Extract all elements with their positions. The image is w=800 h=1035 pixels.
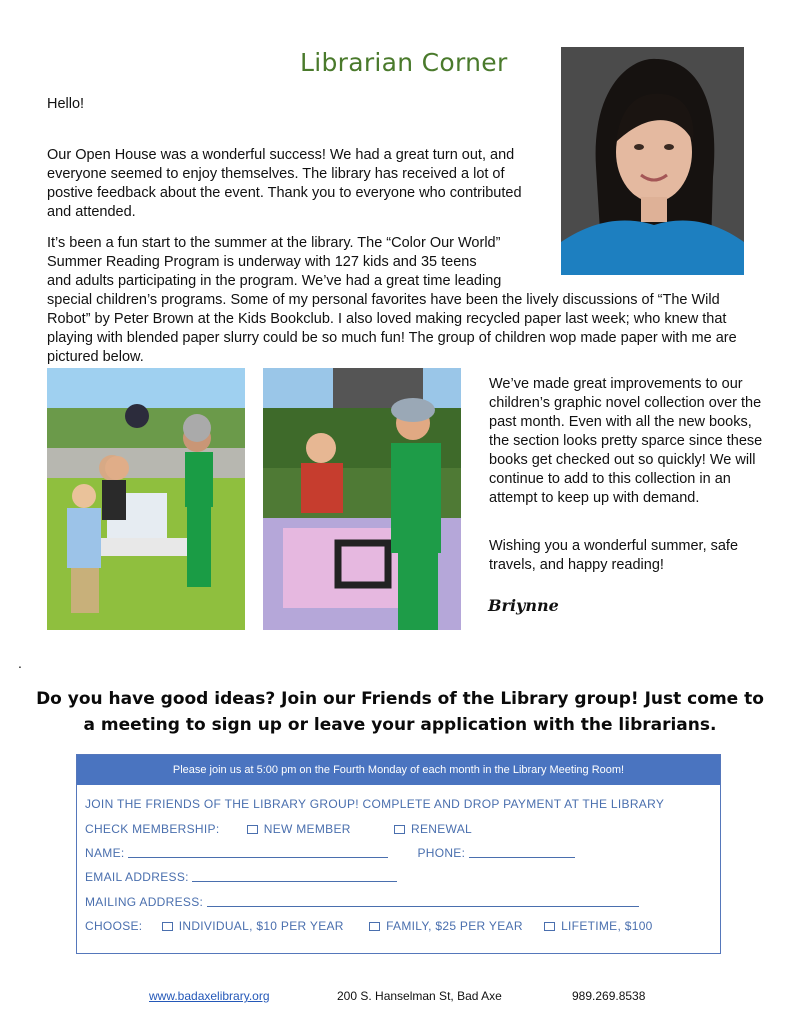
lifetime-checkbox[interactable] — [544, 922, 555, 931]
new-member-checkbox[interactable] — [247, 825, 258, 834]
page-title: Librarian Corner — [300, 48, 508, 77]
library-phone: 989.269.8538 — [572, 989, 646, 1003]
stray-mark: . — [18, 655, 22, 671]
name-label: NAME: — [85, 846, 125, 860]
phone-field[interactable] — [469, 847, 575, 858]
paragraph-line: special children’s programs. Some of my personal favorites have been the lively discussions of “The Wild Robot” by Peter Brown at the Kids Bookclub. I also loved making recycled paper last week; who knew that playing with blended paper slurry could be so much fun! The group of children wop made paper with me are pictured below. — [47, 292, 737, 365]
name-field[interactable] — [128, 847, 388, 858]
email-field[interactable] — [192, 871, 397, 882]
new-member-label: NEW MEMBER — [263, 822, 351, 836]
renewal-label: RENEWAL — [411, 822, 473, 836]
greeting: Hello! — [47, 96, 85, 112]
choose-label: CHOOSE: — [85, 919, 143, 933]
membership-row — [85, 822, 472, 836]
family-label: FAMILY, $25 PER YEAR — [386, 919, 523, 933]
photo-boys-with-screen — [263, 368, 461, 630]
photo-children-making-paper — [47, 368, 245, 630]
library-address: 200 S. Hanselman St, Bad Axe — [337, 989, 502, 1003]
paragraph-graphic-novels: We’ve made great improvements to our children’s graphic novel collection over the past month. Even with all the new books, the section looks pretty sparce since these books get checked out so quickly! We will continue to add to this collection in an attempt to keep up with demand. — [489, 376, 763, 506]
paragraph-open-house: Our Open House was a wonderful success! We had a great turn out, and everyone seemed to enjoy themselves. The library has received a lot of postive feedback about the event. Thank you to everyone who contributed and attended. — [47, 147, 522, 220]
renewal-checkbox[interactable] — [394, 825, 405, 834]
lifetime-label: LIFETIME, $100 — [561, 919, 653, 933]
form-header: Please join us at 5:00 pm on the Fourth Monday of each month in the Library Meeting Room! — [77, 755, 720, 785]
email-label: EMAIL ADDRESS: — [85, 870, 189, 884]
phone-label: PHONE: — [417, 846, 466, 860]
paragraph-line: Summer Reading Program is underway with 127 kids and 35 teens — [47, 254, 477, 270]
family-checkbox[interactable] — [369, 922, 380, 931]
callout-line: Do you have good ideas? Join our Friends of the Library group! Just come to — [36, 689, 764, 709]
paragraph-line: It’s been a fun start to the summer at the library. The “Color Our World” — [47, 235, 501, 251]
mailing-label: MAILING ADDRESS: — [85, 895, 204, 909]
website-link[interactable]: www.badaxelibrary.org — [149, 989, 270, 1003]
callout-line: a meeting to sign up or leave your application with the librarians. — [83, 715, 717, 735]
membership-label: CHECK MEMBERSHIP: — [85, 822, 220, 836]
mailing-row — [85, 895, 639, 909]
name-row — [85, 846, 575, 860]
paragraph-closing: Wishing you a wonderful summer, safe travels, and happy reading! — [489, 538, 739, 573]
mailing-address-field[interactable] — [207, 896, 639, 907]
choose-row — [85, 919, 653, 933]
paragraph-summer-reading — [47, 234, 757, 367]
signature: Briynne — [488, 596, 559, 615]
form-intro: JOIN THE FRIENDS OF THE LIBRARY GROUP! COMPLETE AND DROP PAYMENT AT THE LIBRARY — [85, 797, 665, 811]
email-row — [85, 870, 397, 884]
individual-label: INDIVIDUAL, $10 PER YEAR — [178, 919, 344, 933]
paragraph-line: and adults participating in the program. We’ve had a great time leading — [47, 273, 502, 289]
friends-callout — [30, 686, 770, 738]
individual-checkbox[interactable] — [162, 922, 173, 931]
membership-form — [76, 754, 721, 954]
